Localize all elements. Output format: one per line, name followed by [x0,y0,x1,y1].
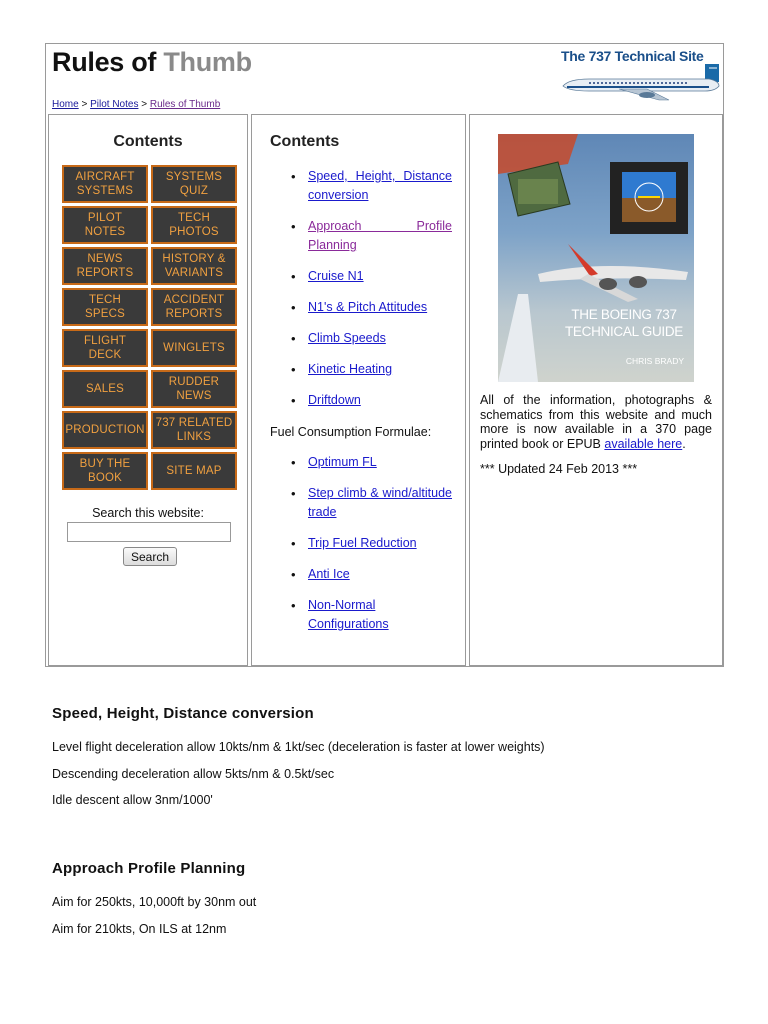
list-item [272,329,452,348]
list-item [272,596,452,634]
nav-news-reports-button[interactable] [62,247,148,285]
toc-kinetic-heating-link[interactable]: Kinetic Heating [308,362,393,376]
book-author: CHRIS BRADY [625,356,684,366]
nav-button-label: SITE MAP [166,465,222,477]
nav-button-label: REPORTS [76,267,134,279]
nav-button-label: BUY THE [79,458,131,470]
list-item [272,298,452,317]
breadcrumb-pilot-notes-link[interactable]: Pilot Notes [90,99,139,110]
book-cover-art-icon [498,134,694,382]
nav-button-label: SPECS [85,308,125,320]
nav-button-label: SYSTEMS [76,185,134,197]
toc-column [251,114,466,666]
list-item [272,565,452,584]
toc-climb-speeds-link[interactable]: Climb Speeds [308,331,386,345]
toc-driftdown-link[interactable]: Driftdown [308,393,361,407]
nav-button-label: VARIANTS [164,267,224,279]
nav-production-button[interactable] [62,411,148,449]
nav-button-label: NEWS [87,253,123,265]
nav-button-label: PILOT [87,212,123,224]
nav-winglets-button[interactable] [151,329,237,367]
nav-button-label: BOOK [87,472,122,484]
toc-optimum-fl-link[interactable]: Optimum FL [308,455,377,469]
nav-button-label: SYSTEMS [165,171,223,183]
list-item [272,360,452,379]
nav-site-map-button[interactable] [151,452,237,490]
nav-sales-button[interactable] [62,370,148,408]
nav-flight-deck-button[interactable] [62,329,148,367]
list-item [272,534,452,553]
logo-text: The 737 Technical Site [561,48,704,64]
breadcrumb-home-link[interactable]: Home [52,99,79,110]
page-frame [45,43,724,667]
book-title [556,306,692,340]
toc-approach-profile-link[interactable]: Approach Profile Planning [308,219,452,252]
search-label: Search this website: [92,506,204,520]
list-item [272,391,452,410]
nav-button-label: TECH [177,212,211,224]
nav-button-label: QUIZ [179,185,209,197]
section-approach-profile-title: Approach Profile Planning [52,860,246,877]
nav-column [48,114,248,666]
breadcrumb-rules-link[interactable]: Rules of Thumb [149,99,221,110]
nav-systems-quiz-button[interactable] [151,165,237,203]
nav-button-label: REPORTS [165,308,223,320]
book-title-line: THE BOEING 737 [571,307,677,322]
list-item [272,267,452,286]
nav-button-label: DECK [88,349,122,361]
toc-cruise-n1-link[interactable]: Cruise N1 [308,269,364,283]
updated-note: *** Updated 24 Feb 2013 *** [480,462,638,476]
nav-tech-photos-button[interactable] [151,206,237,244]
search-button[interactable]: Search [123,547,177,566]
nav-button-grid [62,165,238,490]
list-item [272,453,452,472]
title-part-2: Thumb [163,47,252,77]
section-paragraph: Descending deceleration allow 5kts/nm & 0.5kt/sec [52,767,335,781]
page-title [52,47,252,78]
toc-fuel-list [272,453,452,646]
section-speed-height-title: Speed, Height, Distance conversion [52,705,314,722]
nav-contents-title: Contents [113,133,183,150]
list-item [272,167,452,205]
toc-title: Contents [270,133,340,150]
nav-accident-reports-button[interactable] [151,288,237,326]
nav-tech-specs-button[interactable] [62,288,148,326]
fuel-formulae-subheading: Fuel Consumption Formulae: [270,425,432,439]
nav-history-variants-button[interactable] [151,247,237,285]
breadcrumb [52,99,220,110]
nav-rudder-news-button[interactable] [151,370,237,408]
toc-trip-fuel-link[interactable]: Trip Fuel Reduction [308,536,417,550]
breadcrumb-separator: > [141,99,148,110]
breadcrumb-separator: > [81,99,88,110]
nav-button-label: SALES [85,383,125,395]
available-here-link[interactable]: available here [604,436,683,451]
nav-button-label: ACCIDENT [163,294,225,306]
header [46,44,723,114]
nav-button-label: RUDDER [168,376,220,388]
nav-button-label: PHOTOS [169,226,219,238]
list-item [272,217,452,255]
section-paragraph: Idle descent allow 3nm/1000' [52,793,213,807]
book-info-body: All of the information, photographs & schematics from this website and much more is now available in a 370 page printed book or EPUB [480,393,712,451]
book-cover-image[interactable] [498,134,694,382]
nav-button-label: NEWS [176,390,212,402]
book-column [469,114,723,666]
toc-anti-ice-link[interactable]: Anti Ice [308,567,350,581]
toc-list [272,167,452,422]
book-info-end: . [682,436,686,451]
nav-button-label: NOTES [84,226,126,238]
nav-737-related-links-button[interactable] [151,411,237,449]
toc-non-normal-link[interactable]: Non-Normal Configurations [308,598,389,631]
toc-n1-pitch-link[interactable]: N1's & Pitch Attitudes [308,300,428,314]
search-input[interactable] [67,522,231,542]
book-title-line: TECHNICAL GUIDE [564,324,683,339]
toc-speed-height-link[interactable]: Speed, Height, Distance conversion [308,169,452,202]
list-item [272,484,452,522]
nav-button-label: 737 RELATED [155,417,233,429]
section-paragraph: Aim for 210kts, On ILS at 12nm [52,922,227,936]
nav-button-label: AIRCRAFT [75,171,135,183]
nav-button-label: PRODUCTION [65,424,145,436]
nav-button-label: WINGLETS [163,342,225,354]
nav-buy-the-book-button[interactable] [62,452,148,490]
nav-button-label: FLIGHT [83,335,127,347]
nav-pilot-notes-button[interactable] [62,206,148,244]
section-paragraph: Aim for 250kts, 10,000ft by 30nm out [52,895,257,909]
nav-button-label: TECH [88,294,122,306]
title-part-1: Rules of [52,47,157,77]
nav-button-label: LINKS [176,431,212,443]
site-logo[interactable] [559,46,723,102]
nav-aircraft-systems-button[interactable] [62,165,148,203]
nav-button-label: HISTORY & [162,253,226,265]
section-paragraph: Level flight deceleration allow 10kts/nm & 1kt/sec (deceleration is faster at lower weights) [52,740,545,754]
airplane-logo-icon [559,62,723,102]
book-info-text [480,393,712,451]
toc-step-climb-link[interactable]: Step climb & wind/altitude trade [308,486,452,519]
